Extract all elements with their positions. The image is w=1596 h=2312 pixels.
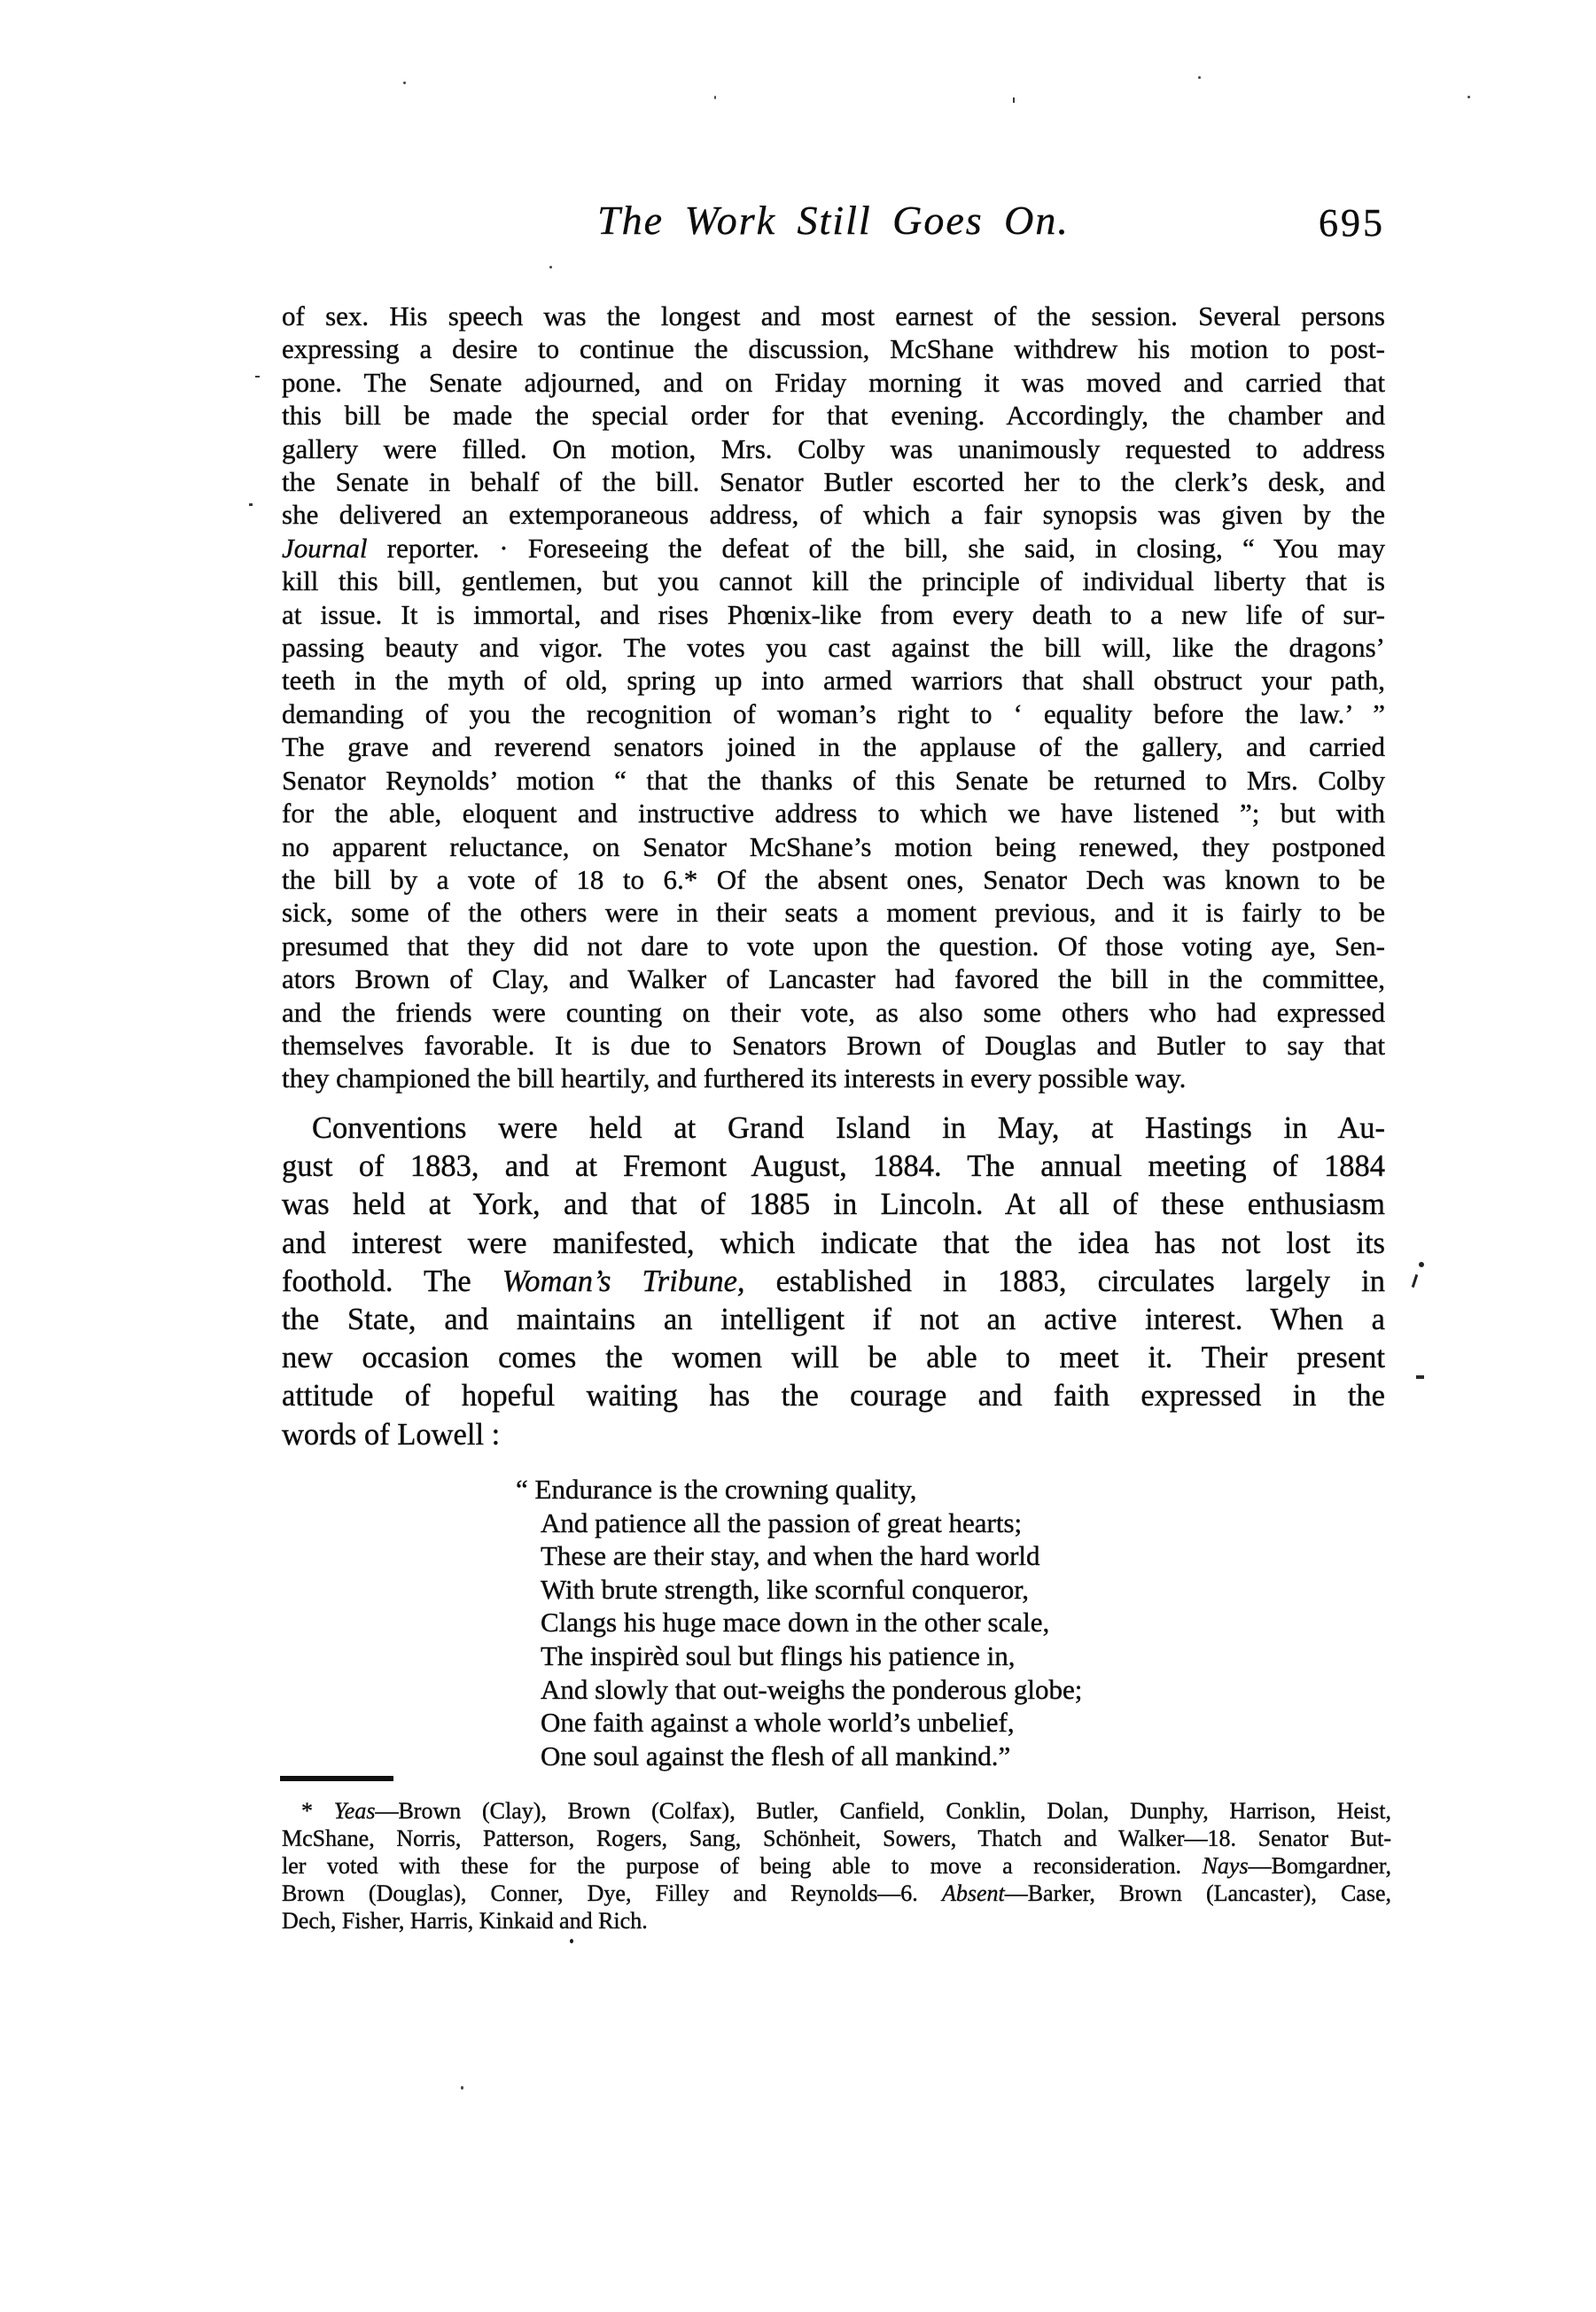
footnote: [282, 1797, 1391, 1934]
paragraph-conventions: [282, 1109, 1385, 1454]
text-segment: —Bomgardner,: [1248, 1853, 1391, 1879]
scan-speck: [1419, 1262, 1424, 1267]
text-segment: —Barker, Brown (Lancaster), Case,: [1004, 1880, 1391, 1906]
text-line: Conventions were held at Grand Island in May, at Hastings in Au-: [312, 1111, 1385, 1145]
text-line: for the able, eloquent and instructive address to which we have listened ”; but with: [282, 798, 1385, 829]
scan-speck: [249, 503, 253, 506]
poem-line: The inspirèd soul but flings his patience in,: [541, 1639, 1016, 1671]
yeas-italic: Yeas: [333, 1798, 376, 1824]
text-line: new occasion comes the women will be able to meet it. Their present: [282, 1341, 1385, 1375]
text-line: The grave and reverend senators joined in the applause of the gallery, and carried: [282, 731, 1385, 763]
scan-speck: [549, 266, 552, 269]
text-segment: *: [301, 1798, 334, 1824]
text-line: sick, some of the others were in their seats a moment previous, and it is fairly to be: [282, 897, 1385, 929]
womans-tribune-italic: Woman’s Tribune,: [502, 1264, 745, 1298]
text-line: presumed that they did not dare to vote upon the question. Of those voting aye, Sen-: [282, 930, 1385, 961]
text-line: gallery were filled. On motion, Mrs. Colby was unanimously requested to address: [282, 432, 1385, 464]
footnote-rule: [280, 1776, 393, 1781]
scan-speck: [714, 96, 716, 99]
scan-speck: [1468, 96, 1470, 98]
text-line: themselves favorable. It is due to Senators Brown of Douglas and Butler to say that: [282, 1029, 1385, 1061]
text-line: at issue. It is immortal, and rises Phœnix-like from every death to a new life of sur-: [282, 598, 1385, 630]
text-line: demanding of you the recognition of woman’s right to ‘ equality before the law.’ ”: [282, 697, 1385, 729]
poem-line: And slowly that out-weighs the ponderous globe;: [541, 1673, 1083, 1705]
page-header: [282, 200, 1385, 262]
text-line: the Senate in behalf of the bill. Senator Butler escorted her to the clerk’s desk, and: [282, 466, 1385, 498]
text-segment: Brown (Douglas), Conner, Dye, Filley and Reynolds—6.: [282, 1880, 942, 1906]
text-line: kill this bill, gentlemen, but you cannot kill the principle of individual liberty that is: [282, 565, 1385, 597]
text-line: she delivered an extemporaneous address, of which a fair synopsis was given by the: [282, 499, 1385, 531]
text-line: and interest were manifested, which indicate that the idea has not lost its: [282, 1226, 1385, 1260]
absent-italic: Absent: [941, 1880, 1005, 1906]
poem-line: One faith against a whole world’s unbelief,: [541, 1707, 1015, 1739]
text-line: attitude of hopeful waiting has the courage and faith expressed in the: [282, 1379, 1385, 1413]
scan-speck: [1412, 1274, 1418, 1288]
text-segment: established in 1883, circulates largely in: [744, 1264, 1385, 1298]
footnote-line: Dech, Fisher, Harris, Kinkaid and Rich.: [282, 1908, 648, 1934]
text-segment: reporter. · Foreseeing the defeat of the bill, she said, in closing, “ You may: [367, 532, 1385, 564]
scan-speck: [461, 2086, 463, 2090]
text-line: passing beauty and vigor. The votes you cast against the bill will, like the dragons’: [282, 632, 1385, 664]
scan-speck: [403, 82, 406, 84]
footnote-line: [282, 1852, 1391, 1880]
text-line: [282, 1263, 1385, 1301]
text-line: the State, and maintains an intelligent if not an active interest. When a: [282, 1303, 1385, 1337]
text-line: words of Lowell :: [282, 1417, 501, 1452]
text-line: [282, 532, 1385, 564]
text-line: ators Brown of Clay, and Walker of Lancaster had favored the bill in the committee,: [282, 963, 1385, 995]
text-line: and the friends were counting on their vote, as also some others who had expressed: [282, 996, 1385, 1028]
journal-italic: Journal: [282, 532, 368, 564]
text-line: was held at York, and that of 1885 in Lincoln. At all of these enthusiasm: [282, 1187, 1385, 1222]
footnote-line: [282, 1880, 1391, 1907]
footnote-line: [282, 1797, 1391, 1825]
text-segment: ler voted with these for the purpose of being able to move a reconsideration.: [282, 1853, 1203, 1879]
text-line: Senator Reynolds’ motion “ that the thanks of this Senate be returned to Mrs. Colby: [282, 764, 1385, 796]
poem-line: With brute strength, like scornful conqueror,: [541, 1573, 1030, 1605]
poem-quote: [516, 1473, 1179, 1772]
text-line: pone. The Senate adjourned, and on Friday morning it was moved and carried that: [282, 366, 1385, 398]
text-segment: —Brown (Clay), Brown (Colfax), Butler, Canfield, Conklin, Dolan, Dunphy, Harrison, Heist,: [375, 1798, 1392, 1824]
scan-speck: [1013, 97, 1015, 103]
text-line: this bill be made the special order for that evening. Accordingly, the chamber and: [282, 400, 1385, 432]
page-number: 695: [1319, 201, 1385, 245]
text-line: they championed the bill heartily, and furthered its interests in every possible way.: [282, 1063, 1187, 1094]
text-line: gust of 1883, and at Fremont August, 1884. The annual meeting of 1884: [282, 1149, 1385, 1184]
scan-speck: [1198, 76, 1201, 79]
text-line: the bill by a vote of 18 to 6.* Of the absent ones, Senator Dech was known to be: [282, 863, 1385, 895]
text-line: expressing a desire to continue the discussion, McShane withdrew his motion to post-: [282, 333, 1385, 365]
poem-line: And patience all the passion of great hearts;: [541, 1506, 1023, 1538]
text-line: teeth in the myth of old, spring up into armed warriors that shall obstruct your path,: [282, 665, 1385, 697]
text-line: of sex. His speech was the longest and most earnest of the session. Several persons: [282, 300, 1385, 331]
poem-line: One soul against the flesh of all mankind.”: [541, 1740, 1011, 1771]
poem-line: Clangs his huge mace down in the other scale,: [541, 1607, 1050, 1639]
scan-speck: [1416, 1375, 1424, 1379]
poem-line: These are their stay, and when the hard world: [541, 1540, 1040, 1572]
poem-line: “ Endurance is the crowning quality,: [516, 1474, 917, 1505]
running-title: The Work Still Goes On.: [597, 198, 1070, 243]
text-segment: foothold. The: [282, 1264, 502, 1298]
paragraph-continuation: [282, 300, 1385, 1095]
scan-speck: [570, 1939, 573, 1943]
scan-speck: [255, 376, 260, 378]
nays-italic: Nays: [1202, 1853, 1249, 1879]
footnote-line: McShane, Norris, Patterson, Rogers, Sang, Schönheit, Sowers, Thatch and Walker—18. Senator But-: [282, 1825, 1391, 1851]
text-line: no apparent reluctance, on Senator McShane’s motion being renewed, they postponed: [282, 830, 1385, 862]
